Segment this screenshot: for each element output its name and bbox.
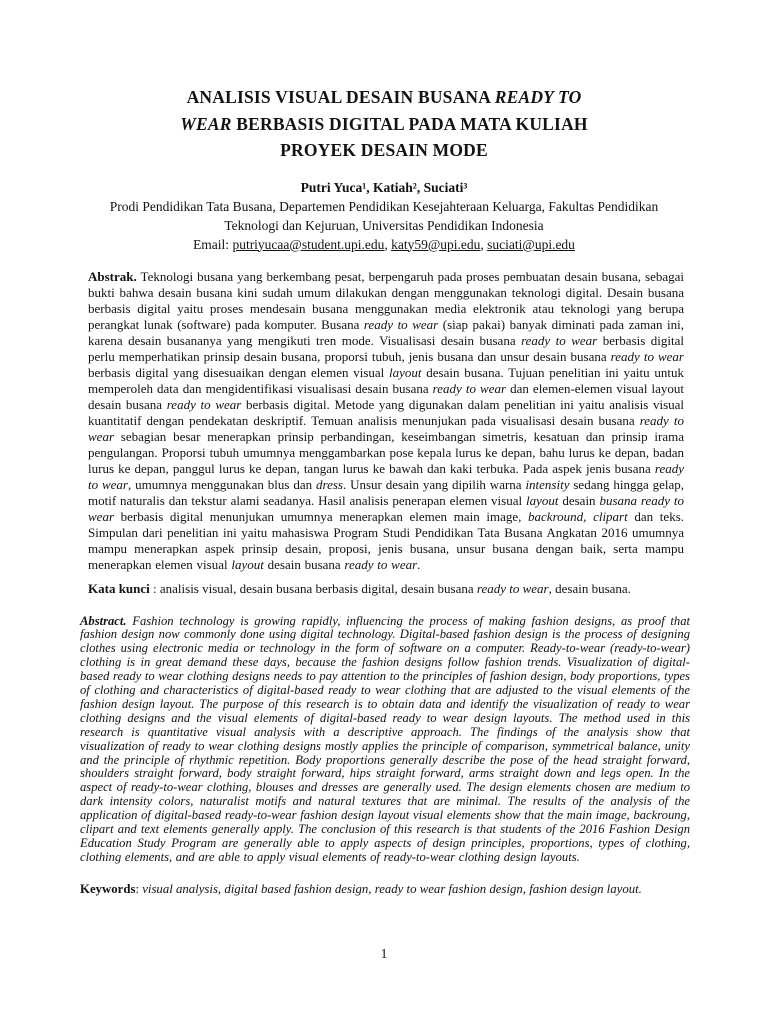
paper-title-line-2: WEAR BERBASIS DIGITAL PADA MATA KULIAH bbox=[180, 113, 588, 134]
keywords-line: Keywords: visual analysis, digital based fashion design, ready to wear fashion design, fashion design layout. bbox=[80, 881, 642, 896]
affiliation-line-2: Teknologi dan Kejuruan, Universitas Pendidikan Indonesia bbox=[224, 217, 544, 233]
authors-line: Putri Yuca¹, Katiah², Suciati³ bbox=[300, 179, 468, 195]
kata-kunci-line: Kata kunci : analisis visual, desain busana berbasis digital, desain busana ready to wear, desain busana. bbox=[88, 580, 631, 596]
paper-title-line-1: ANALISIS VISUAL DESAIN BUSANA READY TO bbox=[186, 87, 582, 107]
abstract-english: Abstract. Fashion technology is growing rapidly, influencing the process of making fashion designs, as proof that fashion design now commonly done using digital technology. Digital-based fashion design is the process of designing clothes using electronic media or technology in the form of software on a computer. Ready-to-wear (ready-to-wear) clothing is in great demand these days, because the fashion designs follow fashion trends. Visualization of digital-based ready to wear clothing designs needs to pay attention to the principles of fashion design, body proportions, types of clothing and characteristics of digital-based ready to wear clothing that are adjusted to the visual elements of the fashion design layout. The purpose of this research is to obtain data and identify the visualization of ready to wear clothing designs and the visual elements of digital-based ready to wear design layouts. The method used in this research is quantitative visual analysis with a descriptive approach. The findings of the analysis show that visualization of ready to wear clothing designs mostly applies the principle of comparison, symmetrical balance, unity and the principle of rhythmic repetition. Body proportions generally describe the pose of the head straight forward, shoulders straight forward, body straight forward, hips straight forward, arms straight down and legs open. In the aspect of ready-to-wear clothing, blouses and dresses are generally used. The design elements chosen are medium to dark intensity colors, naturalist motifs and natural textures that are minimal. The results of the analysis of the application of digital-based ready-to-wear fashion design layout visual elements show that the main image, backroung, clipart and text elements generally apply. The conclusion of this research is that students of the 2016 Fashion Design Education Study Program are generally able to apply aspects of design principles, proportions, types of clothing, clothing elements, and are able to apply visual elements of ready-to-wear clothing design layouts. bbox=[80, 613, 690, 864]
author-affiliation-block bbox=[0, 178, 768, 254]
paper-title-line-3: PROYEK DESAIN MODE bbox=[280, 140, 488, 160]
paper-title bbox=[70, 0, 698, 164]
email-line[interactable]: Email: putriyucaa@student.upi.edu, katy59@upi.edu, suciati@upi.edu bbox=[193, 236, 575, 252]
affiliation-line-1: Prodi Pendidikan Tata Busana, Departemen Pendidikan Kesejahteraan Keluarga, Fakultas Pendidikan bbox=[109, 198, 659, 214]
page-number: 1 bbox=[380, 946, 388, 961]
abstract-indonesian: Abstrak. Teknologi busana yang berkembang pesat, berpengaruh pada proses pembuatan desain busana, sebagai bukti bahwa desain busana kini sudah umum dilakukan dengan menggunakan teknologi digital. Desain busana berbasis digital yaitu proses mendesain busana menggunakan media elektronik atau teknologi yang berupa perangkat lunak (software) pada komputer. Busana ready to wear (siap pakai) banyak diminati pada zaman ini, karena desain busananya yang mengikuti tren mode. Visualisasi desain busana ready to wear berbasis digital perlu memperhatikan prinsip desain busana, proporsi tubuh, jenis busana dan unsur desain busana ready to wear berbasis digital yang disesuaikan dengan elemen visual layout desain busana. Tujuan penelitian ini yaitu untuk memperoleh data dan mengidentifikasi visualisasi desain busana ready to wear dan elemen-elemen visual layout desain busana ready to wear berbasis digital. Metode yang digunakan dalam penelitian ini yaitu analisis visual kuantitatif dengan pendekatan deskriptif. Temuan analisis menunjukan pada visualisasi desain busana ready to wear sebagian besar menerapkan prinsip perbandingan, keseimbangan simetris, kesatuan dan prinsip irama pengulangan. Proporsi tubuh umumnya menggambarkan pose kepala lurus ke depan, bahu lurus ke depan, badan lurus ke depan, panggul lurus ke depan, tangan lurus ke bawah dan kaki terbuka. Pada aspek jenis busana ready to wear, umumnya menggunakan blus dan dress. Unsur desain yang dipilih warna intensity sedang hingga gelap, motif naturalis dan tekstur alami seadanya. Hasil analisis penerapan elemen visual layout desain busana ready to wear berbasis digital menunjukan umumnya menerapkan elemen main image, backround, clipart dan teks. Simpulan dari penelitian ini yaitu mahasiswa Program Studi Pendidikan Tata Busana Angkatan 2016 umumnya mampu menerapkan aspek prinsip desain, proposi, jenis busana, unsur busana dengan baik, serta mampu menerapkan elemen visual layout desain busana ready to wear. bbox=[88, 268, 685, 572]
